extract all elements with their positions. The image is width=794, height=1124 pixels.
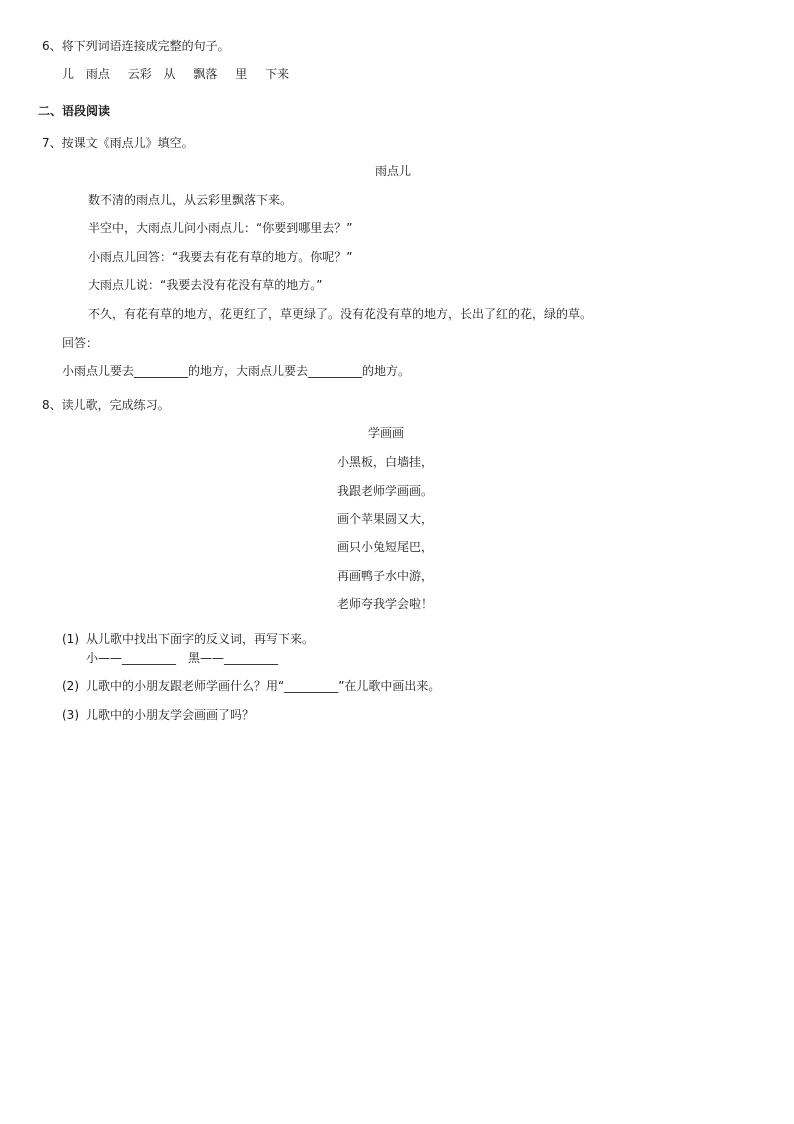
passage-title: 雨点儿 <box>374 164 411 178</box>
subquestion-3-text: 儿歌中的小朋友学会画画了吗？ <box>86 708 255 722</box>
word-item: 儿 <box>62 67 75 81</box>
poem-line: 画个苹果圆又大， <box>337 512 434 526</box>
word-item: 雨点 <box>85 67 110 81</box>
word-item: 从 <box>163 67 176 81</box>
section-2-heading: 二、语段阅读 <box>38 104 111 118</box>
subquestion-1-text: 从儿歌中找出下面字的反义词，再写下来。 <box>86 632 315 646</box>
word-item: 云彩 <box>127 67 152 81</box>
answer-fill-line: 小雨点儿要去_________的地方，大雨点儿要去_________的地方。 <box>62 364 411 378</box>
question-6-title: 6、将下列词语连接成完整的句子。 <box>42 39 230 53</box>
poem-line: 画只小兔短尾巴， <box>337 540 434 554</box>
subquestion-2-number: (2) <box>62 679 79 693</box>
subquestion-1-number: (1) <box>62 632 79 646</box>
question-8-title: 8、读儿歌，完成练习。 <box>42 398 170 412</box>
subquestion-3-number: (3) <box>62 708 79 722</box>
poem-line: 再画鸭子水中游， <box>337 569 434 583</box>
subquestion-1-answer: 小——_________ 黑——_________ <box>86 651 279 665</box>
poem-line: 小黑板，白墙挂， <box>337 455 434 469</box>
subquestion-2-text: 儿歌中的小朋友跟老师学画什么？用“_________”在儿歌中画出来。 <box>86 679 441 693</box>
word-item: 里 <box>235 67 248 81</box>
word-item: 下来 <box>265 67 290 81</box>
passage-paragraph: 不久，有花有草的地方，花更红了，草更绿了。没有花没有草的地方，长出了红的花，绿的草。 <box>88 307 593 321</box>
passage-paragraph: 小雨点儿回答：“我要去有花有草的地方。你呢？” <box>88 250 353 264</box>
answer-label: 回答： <box>62 336 99 350</box>
poem-line: 老师夸我学会啦！ <box>337 597 434 611</box>
passage-paragraph: 数不清的雨点儿，从云彩里飘落下来。 <box>88 193 293 207</box>
passage-paragraph: 大雨点儿说：“我要去没有花没有草的地方。” <box>88 278 323 292</box>
question-6-words <box>62 66 289 82</box>
poem-title: 学画画 <box>367 426 404 440</box>
question-7-title: 7、按课文《雨点儿》填空。 <box>42 136 194 150</box>
poem-line: 我跟老师学画画。 <box>337 484 434 498</box>
word-item: 飘落 <box>193 67 218 81</box>
passage-paragraph: 半空中，大雨点儿问小雨点儿：“你要到哪里去？” <box>88 221 353 235</box>
